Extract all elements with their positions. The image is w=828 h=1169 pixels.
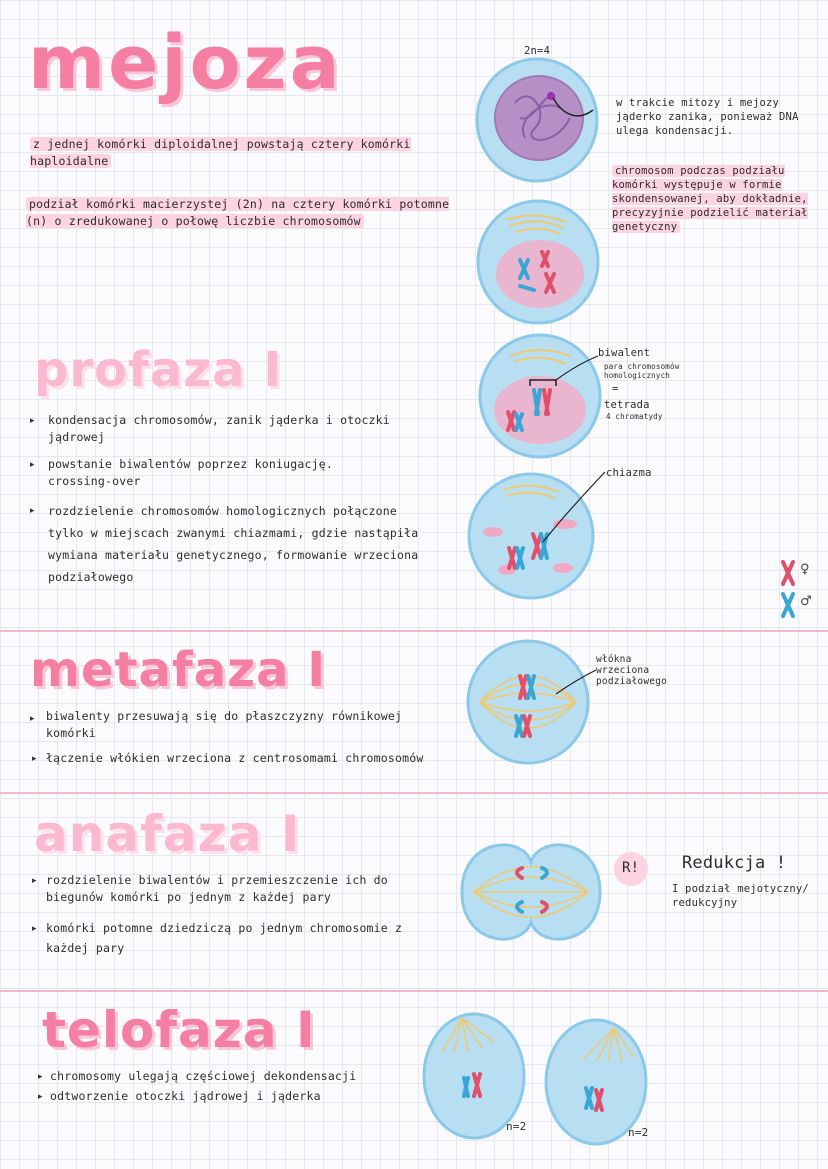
bullet-icon: ▸ <box>30 714 35 724</box>
bullet-icon: ▸ <box>32 876 37 886</box>
bivalent-label: biwalent <box>598 347 651 359</box>
section-divider <box>0 630 828 632</box>
bullet-icon: ▸ <box>32 924 37 934</box>
telophase-title: telofaza I <box>42 1001 316 1059</box>
metaphase-bullet-2: łączenie włókien wrzeciona z centrosomami chromosomów <box>46 751 424 765</box>
definition-text <box>26 196 466 230</box>
prophase-bullet-3: rozdzielenie chromosomów homologicznych połączone tylko w miejscach zwanymi chiazmami, gdzie nastąpiła wymiana materiału genetycznego, formowanie wrzeciona podziałowego <box>48 504 419 584</box>
anaphase-title: anafaza I <box>34 805 301 863</box>
tetrad-description: 4 chromatydy <box>606 412 663 421</box>
right-ploidy-label: n=2 <box>628 1126 649 1139</box>
bullet-icon: ▸ <box>32 754 37 764</box>
left-ploidy-label: n=2 <box>506 1120 527 1133</box>
chromosome-note <box>612 164 818 234</box>
anaphase-bullet-2: komórki potomne dziedziczą po jednym chromosomie z każdej pary <box>46 921 403 955</box>
prophase-bivalent-cell-illustration <box>478 334 604 460</box>
legend-male-chromosome-icon <box>780 592 796 618</box>
intro-text <box>30 136 450 170</box>
reduction-badge-text: R! <box>622 860 640 876</box>
reduction-description: I podział mejotyczny/ redukcyjny <box>672 883 809 909</box>
section-divider <box>0 990 828 992</box>
page-title: mejoza <box>28 20 343 106</box>
anaphase-bullet-1: rozdzielenie biwalentów i przemieszczenie ich do biegunów komórki po jednym z każdej pary <box>46 873 388 904</box>
equals-sign: = <box>612 383 619 395</box>
section-divider <box>0 792 828 794</box>
prophase-bullet-2: powstanie biwalentów poprzez koniugację. crossing-over <box>48 457 333 488</box>
chiasma-label: chiazma <box>606 467 652 479</box>
intro-highlight: z jednej komórki diploidalnej powstają cztery komórki haploidalne <box>30 137 411 168</box>
chromosome-note-highlight: chromosom podczas podziału komórki występuje w formie skondensowanej, aby dokładnie, precyzyjnie podzielić materiał genetyczny <box>612 165 808 233</box>
bullet-icon: ▸ <box>30 460 35 470</box>
bullet-icon: ▸ <box>38 1072 43 1082</box>
spindle-fibers-label: włókna wrzeciona podziałowego <box>596 654 668 687</box>
telophase-bullet-1: chromosomy ulegają częściowej dekondensacji <box>50 1069 357 1083</box>
prophase-bullet-1: kondensacja chromosomów, zanik jąderka i otoczki jądrowej <box>48 413 390 444</box>
legend-female-chromosome-icon <box>780 560 796 586</box>
early-prophase-cell-illustration <box>476 200 602 326</box>
telophase-bullet-2: odtworzenie otoczki jądrowej i jąderka <box>50 1089 321 1103</box>
metaphase-title: metafaza I <box>30 642 327 698</box>
metaphase-bullet-1: biwalenty przesuwają się do płaszczyzny równikowej komórki <box>46 709 403 740</box>
ploidy-label: 2n=4 <box>524 45 551 57</box>
male-symbol: ♂ <box>800 594 812 609</box>
prophase-title: profaza I <box>34 342 283 398</box>
bivalent-description: para chromosomów homologicznych <box>604 362 680 380</box>
tetrad-label: tetrada <box>604 399 650 411</box>
bullet-icon: ▸ <box>38 1092 43 1102</box>
bullet-icon: ▸ <box>30 416 35 426</box>
chiasma-cell-illustration <box>467 472 597 602</box>
interphase-cell-illustration <box>475 58 605 188</box>
nucleolus-note: w trakcie mitozy i mejozy jąderko zanika, ponieważ DNA ulega kondensacji. <box>616 97 799 137</box>
bullet-icon: ▸ <box>30 506 35 516</box>
reduction-title: Redukcja ! <box>682 853 787 873</box>
definition-highlight: podział komórki macierzystej (2n) na cztery komórki potomne (n) o zredukowanej o połowę liczbie chromosomów <box>26 197 450 228</box>
female-symbol: ♀ <box>800 562 810 577</box>
anaphase-cell-illustration <box>452 828 610 956</box>
metaphase-cell-illustration <box>466 640 592 766</box>
